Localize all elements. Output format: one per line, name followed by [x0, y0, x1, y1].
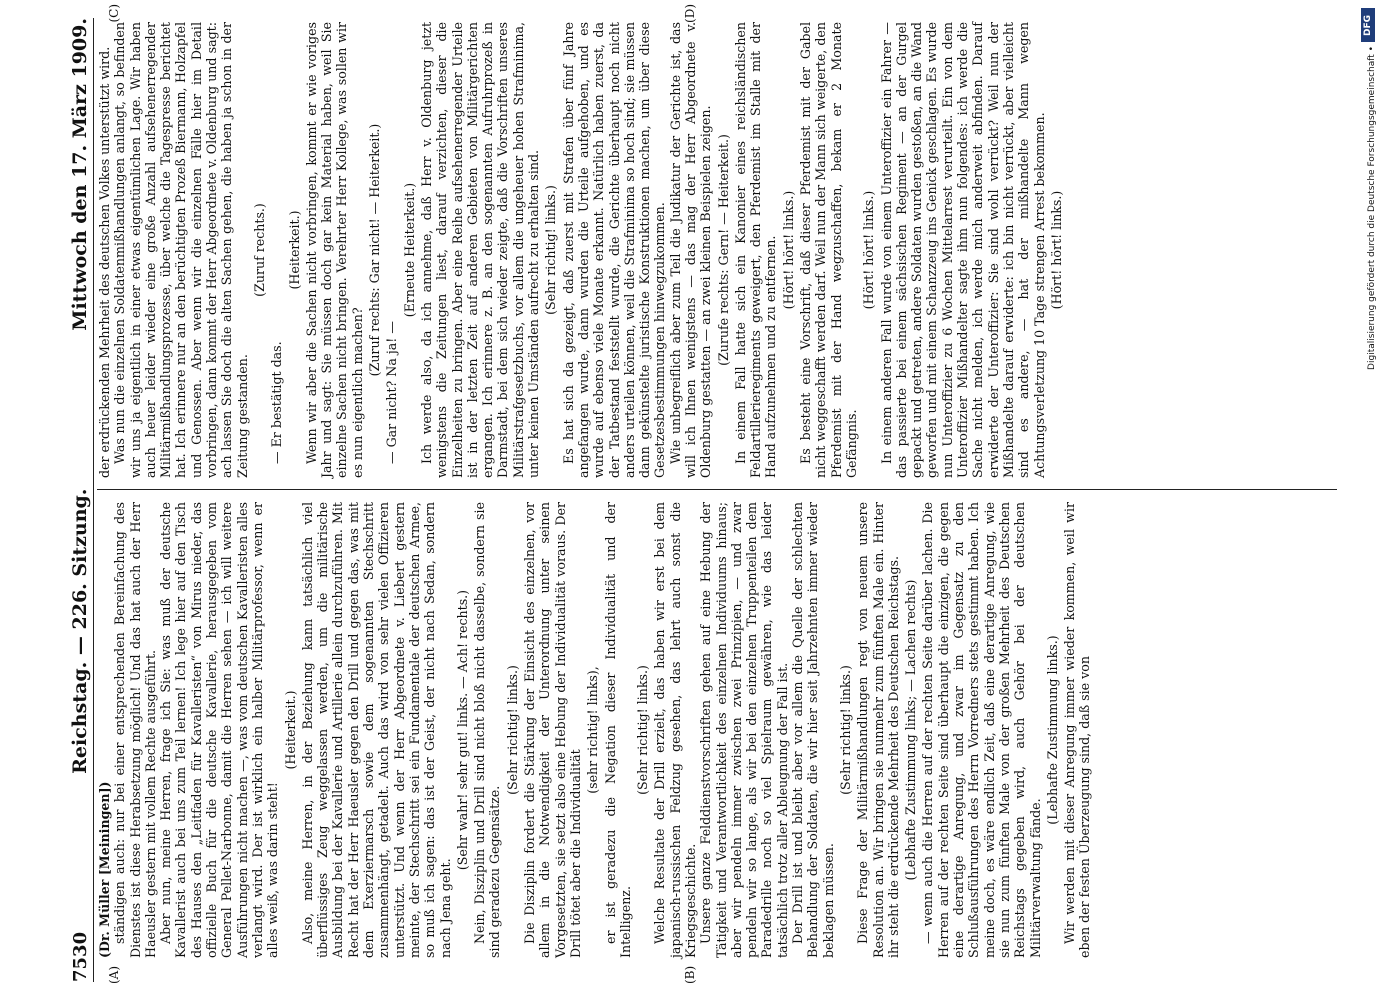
header-rule: [93, 18, 94, 982]
interjection: (Zurufe rechts: Gern! — Heiterkeit.): [715, 134, 731, 366]
speaker-label: (Dr. Müller [Meiningen]): [97, 781, 112, 958]
paragraph: Welche Resultate der Drill erzielt, das haben wir erst bei dem japanisch-russischen Feldzug gesehen, das lehrt auch sonst die Kriegsgeschichte.: [652, 502, 698, 958]
interjection: (Lebhafte Zustimmung links; — Lachen rechts): [903, 579, 919, 881]
margin-mark-b: (B): [683, 965, 697, 984]
paragraph: Aber nun, meine Herren, frage ich Sie: was muß der deutsche Kavallerist auch bei uns zum Teil lernen! Ich lege hier auf den Tisch des Hauses den „Leitfaden für Kavalleristen“ von Mirus nieder, das offizielle Buch für die deutsche Kavallerie, herausgegeben vom General Pellet-Narbonne, damit die Herren sehen — ich will weitere Ausführungen nicht machen —, was vom deutschen Kavalleristen alles verlangt wird. Der ist wirklich ein halber Militärprofessor, wenn er alles weiß, was darin steht!: [158, 502, 281, 958]
interjection: (Heiterkeit.): [282, 690, 298, 770]
margin-mark-c: (C): [107, 4, 121, 23]
interjection: (Lebhafte Zustimmung links.): [1044, 635, 1060, 825]
paragraph: er ist geradezu die Negation dieser Individualität und der Intelligenz.: [602, 502, 633, 958]
scanned-page: [55, 0, 1355, 1000]
interjection: (Erneute Heiterkeit.): [401, 182, 417, 318]
interjection: (Heiterkeit.): [286, 210, 302, 290]
paragraph: der erdrückenden Mehrheit des deutschen Volkes unterstützt wird.: [97, 46, 112, 478]
left-column: [97, 502, 1337, 958]
paragraph: — wenn auch die Herren auf der rechten Seite darüber lachen. Die Herren auf der rechten Seite sind überhaupt die einzigen, die gegen eine derartige Anregung, und zwar im Gegensatz zu den Schlußausführungen des Herrn Vorredners stets gestimmt haben. Ich meine doch, es wäre endlich Zeit, daß eine derartige Anregung, wie sie nun zum fünften Male von der großen Mehrheit des Deutschen Reichstags gegeben wird, auch Gehör bei der deutschen Militärverwaltung fände.: [920, 502, 1043, 958]
credit-text: Digitalisierung gefördert durch die Deutsche Forschungsgemeinschaft •: [1367, 46, 1377, 370]
paragraph: Wenn wir aber die Sachen nicht vorbringen, kommt er wie voriges Jahr und sagt: Sie müssen doch gar kein Material haben, weil Sie einzelne Sachen nicht bringen. Verehrter Herr Kollege, was sollen wir es nun eigentlich machen?: [303, 22, 365, 478]
margin-mark-a: (A): [107, 965, 121, 984]
page-number: 7530: [70, 931, 91, 982]
paragraph: Nein, Disziplin und Drill sind nicht bloß nicht dasselbe, sondern sie sind geradezu Gegensätze.: [472, 502, 503, 958]
credit-sidebar: [1357, 0, 1383, 1000]
paragraph: Es hat sich da gezeigt, daß zuerst mit Strafen über fünf Jahre angefangen wurde, dann wurden die Urteile aufgehoben, und es wurde auf ebenso viele Monate erkannt. Natürlich haben zuerst, da der Tatbestand feststellt wurde, die Gerichte überhaupt noch nicht anders urteilen können, weil die Strafminima so hoch sind; sie müssen dann gekünstelte juristische Konstruktionen machen, um über diese Gesetzesbestimmungen hinwegzukommen.: [560, 22, 668, 478]
interjection: (Zuruf rechts.): [251, 203, 267, 297]
column-divider: [97, 489, 1337, 490]
paragraph: Also, meine Herren, in der Beziehung kann tatsächlich viel überflüssiges Zeug weggelassen werden, um die militärische Ausbildung bei der Kavallerie und Artillerie allein durchzuführen. Mit Recht hat der Herr Haeusler gegen den Drill und gegen das, was mit dem Exerziermarsch sowie dem sogenannten Stechschritt zusammenhängt, getadelt. Auch das wird von sehr vielen Offizieren unterstützt. Und wenn der Herr Abgeordnete v. Liebert gestern meinte, der Stechschritt sei ein Fundamentale der deutschen Armee, so muß ich sagen: das ist der Geist, der nicht nach Sedan, sondern nach Jena geht.: [299, 502, 453, 958]
paragraph: Wie unbegreiflich aber zum Teil die Judikatur der Gerichte ist, das will ich Ihnen wenigstens — das mag der Herr Abgeordnete v. Oldenburg gestatten — an zwei kleinen Beispielen zeigen.: [667, 22, 714, 478]
paragraph: Es besteht eine Vorschrift, daß dieser Pferdemist mit der Gabel nicht weggeschafft werden darf. Weil nun der Mann sich weigerte, den Pferdemist mit der Hand wegzuschaffen, bekam er 2 Monate Gefängnis.: [798, 22, 859, 478]
paragraph: Wir werden mit dieser Anregung immer wieder kommen, weil wir eben der festen Überzeugung sind, daß sie von: [1062, 502, 1093, 958]
paragraph: Diese Frage der Militärmißhandlungen regt von neuem unsere Resolution an. Wir bringen sie nunmehr zum fünften Male ein. Hinter ihr steht die erdrückende Mehrheit des Deutschen Reichstags.: [855, 502, 901, 958]
paragraph: Die Disziplin fordert die Stärkung der Einsicht des einzelnen, vor allem in die Notwendigkeit der Unterordnung unter seinen Vorgesetzten, sie setzt also eine Hebung der Individualität voraus. Der Drill tötet aber die Individualität: [522, 502, 583, 958]
dfg-logo-icon: DFG: [1361, 8, 1375, 42]
margin-mark-d: (D): [683, 4, 697, 23]
paragraph: Der Drill ist und bleibt aber vor allem die Quelle der schlechten Behandlung der Soldaten, die wir hier seit Jahrzehnten immer wieder beklagen müssen.: [790, 502, 836, 958]
interjection: (Hört! hört! links.): [1048, 190, 1064, 310]
right-column: [97, 22, 1337, 478]
paragraph: Was nun die einzelnen Soldatenmißhandlungen anlangt, so befinden wir uns ja eigentlich in einer etwas eigentümlichen Lage. Wir haben auch heuer leider wieder eine große Anzahl aufsehenerregender Militärmißhandlungsprozesse, über welche die Tagespresse berichtet hat. Ich erinnere nur an den berüchtigten Prozeß Biermann, Holzapfel und Genossen. Aber wenn wir die einzelnen Fälle hier im Detail vorbringen, dann kommt der Herr Abgeordnete v. Oldenburg und sagt: ach lassen Sie doch die alten Sachen gehen, die haben ja schon in der Zeitung gestanden.: [112, 22, 250, 478]
interjection: (Hört! hört! links.): [861, 190, 877, 310]
interjection: (Sehr richtig! links.): [504, 665, 520, 795]
paragraph: In einem Fall hatte sich ein Kanonier eines reichsländischen Feldartillerieregiments geweigert, den Pferdemist im Stalle mit der Hand aufzunehmen und zu entfernen.: [732, 22, 779, 478]
interjection: (Zuruf rechts: Gar nicht! — Heiterkeit.): [367, 123, 383, 377]
session-title: Reichstag. — 226. Sitzung.: [69, 488, 91, 774]
interjection: (Sehr wahr! sehr gut! links. — Ach! rechts.): [454, 589, 470, 871]
interjection: (Sehr richtig! links.): [635, 665, 651, 795]
interjection: (Sehr richtig! links.): [837, 665, 853, 795]
paragraph: In einem anderen Fall wurde von einem Unteroffizier ein Fahrer — das passierte bei einem sächsischen Regiment — an der Gurgel gepackt und getreten, andere Soldaten wurden gestoßen, an die Wand geworfen und mit einem Schanzzeug ins Genick geschlagen. Es wurde nun Unteroffizier zu 6 Wochen Mittelarrest verurteilt. Ein von dem Unteroffizier Mißhandelter sagte ihm nun folgendes: ich werde die Sache nicht melden, ich werde mich anderweit abfinden. Darauf erwiderte der Unteroffizier: Sie sind wohl verrückt? Weil nun der Mißhandelte darauf erwiderte: ich bin nicht verrückt, aber vielleicht sind es andere, — hat der mißhandelte Mann wegen Achtungsverletzung 10 Tage strengen Arrest bekommen.: [878, 22, 1047, 478]
paragraph: Ich werde also, da ich annehme, daß Herr v. Oldenburg jetzt wenigstens die Zeitungen liest, darauf verzichten, dieser die Einzelheiten zu bringen. Aber eine Reihe aufsehenerregender Urteile ist in der letzten Zeit auf anderen Gebieten von Militärgerichten ergangen. Ich erinnere z. B. an den sogenannten Aufruhrprozeß in Darmstadt, bei dem sich wieder zeigte, daß die Vorschriften unseres Militärstrafgesetzbuchs, vor allem die ungeheuer hohen Strafminima, unter keinen Umständen aufrecht zu erhalten sind.: [418, 22, 542, 478]
paragraph: — Er bestätigt das.: [269, 341, 285, 464]
paragraph: — Gar nicht? Na ja! —: [384, 321, 400, 464]
paragraph: ständigen auch: nur bei einer entsprechenden Bereinfachung des Dienstes ist diese Herabsetzung möglich! Und das hat auch der Herr Haeusler gestern mit vollem Rechte ausgeführt.: [112, 502, 158, 958]
page-content: [63, 4, 1337, 984]
interjection: (sehr richtig! links),: [585, 666, 601, 794]
paragraph: Unsere ganze Felddienstvorschriften gehen auf eine Hebung der Tätigkeit und Verantwortlichkeit des einzelnen Individuums hinaus; aber wir pendeln immer zwischen zwei Prinzipien, — und zwar pendeln wir so lange, als wir bei den einzelnen Truppenteilen dem Paradedrille noch so viel Spielraum gewähren, wie das leider tatsächlich trotz aller Ableugnung der Fall ist.: [698, 502, 790, 958]
session-date: Mittwoch den 17. März 1909.: [69, 18, 91, 331]
interjection: (Hört! hört! links.): [780, 190, 796, 310]
interjection: (Sehr richtig! links.): [543, 185, 559, 315]
